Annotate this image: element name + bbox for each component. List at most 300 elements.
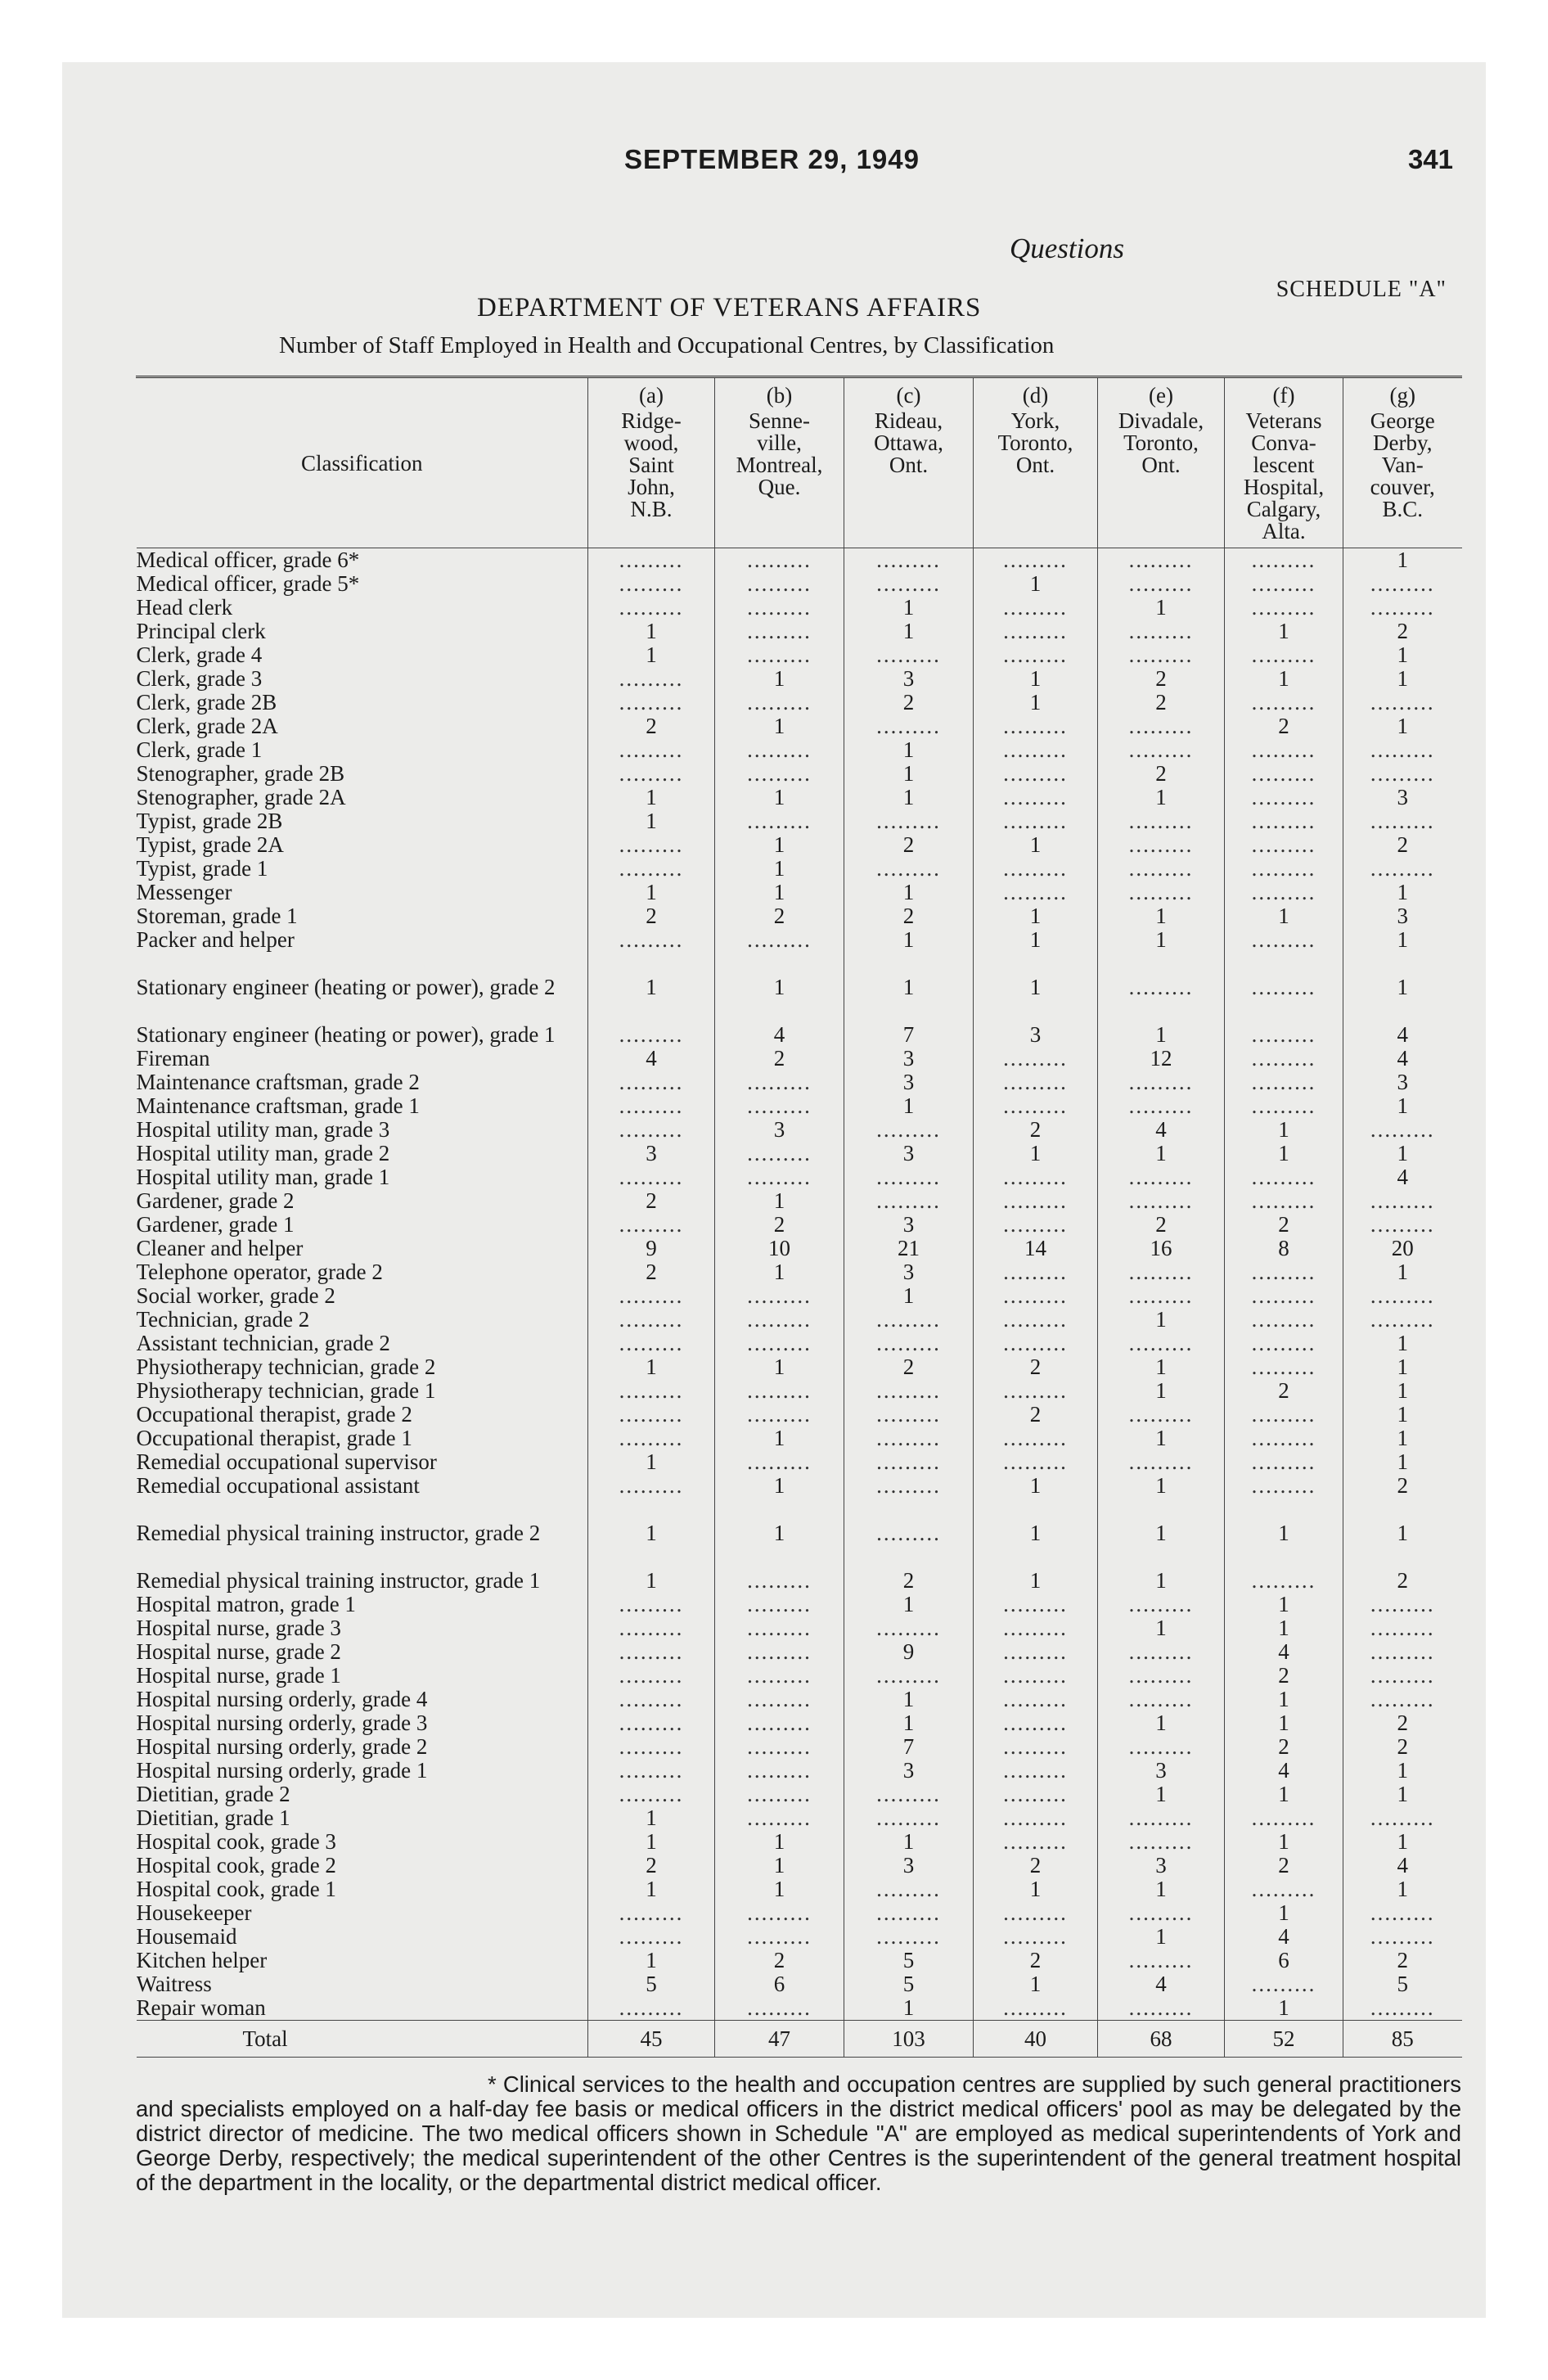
- count-cell: .........: [1343, 1308, 1462, 1332]
- count-cell: 1: [1098, 1925, 1225, 1949]
- classification-label: Hospital nursing orderly, grade 1: [136, 1759, 428, 1783]
- classification-label: Maintenance craftsman, grade 1: [136, 1094, 420, 1118]
- count-cell: 1: [974, 833, 1098, 857]
- classification-cell: [137, 1474, 588, 1498]
- count-cell: 1: [974, 1972, 1098, 1996]
- count-cell: .........: [974, 1189, 1098, 1213]
- count-cell: 1: [1343, 1260, 1462, 1284]
- count-cell: 1: [1098, 1545, 1225, 1593]
- column-header: [844, 378, 974, 548]
- count-cell: .........: [974, 881, 1098, 904]
- count-cell: 1: [974, 952, 1098, 999]
- table-row: [137, 1759, 1462, 1783]
- count-cell: .........: [974, 1213, 1098, 1237]
- count-cell: 9: [844, 1640, 974, 1664]
- count-cell: 1: [974, 667, 1098, 691]
- count-cell: 85: [1343, 2021, 1462, 2058]
- table-row: [137, 1355, 1462, 1379]
- classification-cell: [137, 714, 588, 738]
- count-cell: .........: [844, 1308, 974, 1332]
- count-cell: .........: [1098, 1284, 1225, 1308]
- running-head: [136, 144, 1461, 185]
- count-cell: .........: [844, 1427, 974, 1450]
- count-cell: 9: [588, 1237, 715, 1260]
- count-cell: .........: [844, 1616, 974, 1640]
- table-row: [137, 1474, 1462, 1498]
- count-cell: 1: [844, 1284, 974, 1308]
- count-cell: .........: [715, 1783, 844, 1806]
- count-cell: .........: [1343, 1284, 1462, 1308]
- count-cell: 1: [1098, 1142, 1225, 1165]
- classification-cell: [137, 857, 588, 881]
- classification-label: Telephone operator, grade 2: [136, 1260, 383, 1284]
- count-cell: 1: [1225, 1498, 1343, 1545]
- count-cell: .........: [974, 1783, 1098, 1806]
- count-cell: .........: [588, 1379, 715, 1403]
- count-cell: .........: [974, 548, 1098, 573]
- count-cell: .........: [974, 738, 1098, 762]
- count-cell: .........: [1343, 1616, 1462, 1640]
- count-cell: 1: [974, 1498, 1098, 1545]
- count-cell: .........: [1225, 1284, 1343, 1308]
- count-cell: .........: [588, 1213, 715, 1237]
- table-row: [137, 714, 1462, 738]
- count-cell: .........: [715, 1379, 844, 1403]
- count-cell: .........: [1098, 1664, 1225, 1688]
- count-cell: .........: [1098, 1094, 1225, 1118]
- classification-cell: [137, 1901, 588, 1925]
- count-cell: .........: [1343, 1189, 1462, 1213]
- table-row: [137, 952, 1462, 999]
- count-cell: 1: [715, 833, 844, 857]
- count-cell: 1: [715, 1498, 844, 1545]
- classification-label: Technician, grade 2: [136, 1308, 310, 1332]
- count-cell: .........: [974, 1830, 1098, 1854]
- classification-cell: [137, 548, 588, 573]
- count-cell: .........: [844, 857, 974, 881]
- column-header: [588, 378, 715, 548]
- count-cell: 1: [1343, 1783, 1462, 1806]
- count-cell: .........: [844, 1925, 974, 1949]
- count-cell: 1: [588, 1806, 715, 1830]
- classification-label: Messenger: [136, 881, 232, 904]
- count-cell: .........: [1225, 738, 1343, 762]
- classification-label: Hospital nursing orderly, grade 2: [136, 1735, 428, 1759]
- count-cell: .........: [588, 1427, 715, 1450]
- count-cell: 1: [715, 952, 844, 999]
- count-cell: 1: [588, 643, 715, 667]
- count-cell: .........: [588, 1759, 715, 1783]
- count-cell: .........: [1098, 1450, 1225, 1474]
- count-cell: .........: [844, 1783, 974, 1806]
- count-cell: .........: [1225, 1450, 1343, 1474]
- count-cell: 1: [974, 572, 1098, 596]
- count-cell: 5: [1343, 1972, 1462, 1996]
- document-page: [136, 144, 1461, 2195]
- count-cell: 1: [1225, 1593, 1343, 1616]
- column-header: [974, 378, 1098, 548]
- table-body: [137, 548, 1462, 2058]
- schedule-label: SCHEDULE "A": [1276, 277, 1447, 302]
- count-cell: 2: [715, 1047, 844, 1071]
- count-cell: .........: [974, 643, 1098, 667]
- count-cell: 2: [588, 1260, 715, 1284]
- table-row: [137, 1308, 1462, 1332]
- count-cell: .........: [1098, 620, 1225, 643]
- classification-label: Assistant technician, grade 2: [136, 1332, 390, 1355]
- column-header: [1098, 378, 1225, 548]
- classification-cell: [137, 1237, 588, 1260]
- count-cell: .........: [1225, 1165, 1343, 1189]
- count-cell: 1: [844, 928, 974, 952]
- count-cell: 3: [1098, 1854, 1225, 1877]
- classification-label: Hospital utility man, grade 2: [136, 1142, 390, 1165]
- count-cell: 2: [1343, 620, 1462, 643]
- count-cell: .........: [588, 1783, 715, 1806]
- classification-label: Physiotherapy technician, grade 2: [136, 1355, 436, 1379]
- count-cell: 2: [1098, 667, 1225, 691]
- count-cell: .........: [974, 1450, 1098, 1474]
- table-row: [137, 833, 1462, 857]
- classification-label: Remedial physical training instructor, grade 2: [136, 1521, 541, 1545]
- table-row: [137, 1165, 1462, 1189]
- count-cell: 2: [588, 1189, 715, 1213]
- count-cell: .........: [1225, 762, 1343, 786]
- classification-cell: [137, 809, 588, 833]
- classification-label: Stenographer, grade 2B: [136, 762, 345, 786]
- count-cell: .........: [1343, 1925, 1462, 1949]
- count-cell: .........: [1098, 809, 1225, 833]
- classification-label: Housemaid: [136, 1925, 237, 1949]
- count-cell: 1: [588, 952, 715, 999]
- count-cell: .........: [974, 1664, 1098, 1688]
- count-cell: 2: [844, 904, 974, 928]
- count-cell: .........: [1098, 738, 1225, 762]
- classification-cell: [137, 1189, 588, 1213]
- footnote: * Clinical services to the health and occupation centres are supplied by such general practitioners and specialists employed on a half-day fee basis or medical officers in the district medical officers' pool as may be delegated by the district director of medicine. The two medical officers shown in Schedule "A" are employed as medical superintendents of York and George Derby, respectively; the medical superintendent of the other Centres is the superintendent of the general treatment hospital of the department in the locality, or the departmental district medical officer.: [136, 2071, 1461, 2195]
- count-cell: 1: [715, 1427, 844, 1450]
- count-cell: .........: [588, 1118, 715, 1142]
- classification-label: Gardener, grade 2: [136, 1189, 295, 1213]
- count-cell: 2: [974, 1854, 1098, 1877]
- count-cell: 1: [1225, 904, 1343, 928]
- table-row: [137, 1664, 1462, 1688]
- count-cell: .........: [1343, 738, 1462, 762]
- count-cell: .........: [974, 1094, 1098, 1118]
- count-cell: 1: [1225, 1142, 1343, 1165]
- count-cell: 1: [974, 691, 1098, 714]
- count-cell: 3: [1098, 1759, 1225, 1783]
- count-cell: 2: [844, 1355, 974, 1379]
- count-cell: 1: [588, 620, 715, 643]
- table-row: [137, 1545, 1462, 1593]
- count-cell: .........: [1098, 1165, 1225, 1189]
- count-cell: 1: [974, 1142, 1098, 1165]
- count-cell: .........: [1225, 1877, 1343, 1901]
- count-cell: 1: [588, 809, 715, 833]
- count-cell: 3: [1343, 904, 1462, 928]
- classification-cell: [137, 1877, 588, 1901]
- count-cell: 1: [1343, 952, 1462, 999]
- classification-cell: [137, 1213, 588, 1237]
- count-cell: 2: [1225, 1379, 1343, 1403]
- count-cell: 2: [1225, 1735, 1343, 1759]
- classification-label: Maintenance craftsman, grade 2: [136, 1071, 420, 1094]
- classification-label: Hospital cook, grade 2: [136, 1854, 336, 1877]
- classification-label: Housekeeper: [136, 1901, 252, 1925]
- classification-label: Remedial physical training instructor, grade 1: [136, 1568, 541, 1593]
- count-cell: 4: [1225, 1640, 1343, 1664]
- count-cell: .........: [1225, 1427, 1343, 1450]
- section-label: Questions: [1010, 232, 1124, 264]
- count-cell: .........: [715, 1332, 844, 1355]
- count-cell: .........: [1225, 999, 1343, 1047]
- table-row: [137, 548, 1462, 573]
- table-row: [137, 1237, 1462, 1260]
- count-cell: .........: [1098, 1071, 1225, 1094]
- classification-cell: [137, 1403, 588, 1427]
- classification-label: Hospital nurse, grade 3: [136, 1616, 341, 1640]
- table-row: [137, 762, 1462, 786]
- table-row: [137, 1972, 1462, 1996]
- classification-cell: [137, 1854, 588, 1877]
- count-cell: .........: [1225, 1332, 1343, 1355]
- classification-label: Occupational therapist, grade 2: [136, 1403, 412, 1427]
- count-cell: .........: [715, 1071, 844, 1094]
- table-row: [137, 691, 1462, 714]
- classification-cell: [137, 1593, 588, 1616]
- classification-label: Clerk, grade 1: [136, 738, 263, 762]
- count-cell: .........: [715, 1688, 844, 1711]
- count-cell: .........: [715, 762, 844, 786]
- count-cell: 16: [1098, 1237, 1225, 1260]
- classification-cell: [137, 1284, 588, 1308]
- count-cell: .........: [1225, 952, 1343, 999]
- count-cell: .........: [715, 1403, 844, 1427]
- classification-label: Clerk, grade 2A: [136, 714, 278, 738]
- count-cell: .........: [1098, 1901, 1225, 1925]
- classification-label: Remedial occupational assistant: [136, 1474, 420, 1498]
- count-cell: .........: [588, 928, 715, 952]
- count-cell: .........: [715, 1806, 844, 1830]
- count-cell: .........: [974, 1925, 1098, 1949]
- count-cell: .........: [1343, 762, 1462, 786]
- classification-cell: [137, 1071, 588, 1094]
- count-cell: .........: [1098, 881, 1225, 904]
- count-cell: 1: [588, 1355, 715, 1379]
- count-cell: .........: [588, 1688, 715, 1711]
- count-cell: .........: [844, 1877, 974, 1901]
- count-cell: 2: [715, 904, 844, 928]
- count-cell: .........: [715, 1711, 844, 1735]
- count-cell: .........: [588, 1711, 715, 1735]
- count-cell: 6: [715, 1972, 844, 1996]
- count-cell: 1: [844, 1830, 974, 1854]
- table-row: [137, 904, 1462, 928]
- count-cell: 3: [844, 1260, 974, 1284]
- count-cell: .........: [1225, 1403, 1343, 1427]
- count-cell: .........: [1098, 1593, 1225, 1616]
- count-cell: 3: [844, 1071, 974, 1094]
- count-cell: 4: [1343, 1165, 1462, 1189]
- table-row: [137, 1593, 1462, 1616]
- count-cell: 1: [715, 1260, 844, 1284]
- table-row: [137, 1925, 1462, 1949]
- table-row: [137, 1616, 1462, 1640]
- count-cell: .........: [1225, 809, 1343, 833]
- classification-cell: [137, 1498, 588, 1545]
- count-cell: .........: [588, 999, 715, 1047]
- count-cell: 4: [715, 999, 844, 1047]
- count-cell: .........: [588, 572, 715, 596]
- classification-cell: [137, 1711, 588, 1735]
- count-cell: 1: [1098, 1474, 1225, 1498]
- count-cell: 1: [1343, 1332, 1462, 1355]
- count-cell: .........: [974, 1165, 1098, 1189]
- classification-cell: [137, 1332, 588, 1355]
- count-cell: 1: [844, 620, 974, 643]
- page-number: 341: [1407, 144, 1453, 174]
- count-cell: .........: [1225, 1094, 1343, 1118]
- classification-label: Hospital nurse, grade 1: [136, 1664, 341, 1688]
- count-cell: .........: [588, 1308, 715, 1332]
- classification-cell: [137, 1972, 588, 1996]
- count-cell: .........: [588, 1403, 715, 1427]
- count-cell: .........: [1098, 952, 1225, 999]
- count-cell: .........: [588, 1925, 715, 1949]
- count-cell: 4: [1343, 1047, 1462, 1071]
- count-cell: 1: [1098, 1498, 1225, 1545]
- count-cell: 1: [588, 786, 715, 809]
- table-row: [137, 1189, 1462, 1213]
- classification-cell: [137, 691, 588, 714]
- count-cell: .........: [1343, 1996, 1462, 2021]
- table-row: [137, 1332, 1462, 1355]
- count-cell: 1: [588, 1949, 715, 1972]
- count-cell: .........: [588, 738, 715, 762]
- count-cell: 1: [1343, 1427, 1462, 1450]
- count-cell: .........: [974, 762, 1098, 786]
- count-cell: .........: [715, 1308, 844, 1332]
- count-cell: 1: [1343, 1142, 1462, 1165]
- count-cell: 2: [1225, 1664, 1343, 1688]
- count-cell: 1: [974, 1877, 1098, 1901]
- count-cell: 7: [844, 1735, 974, 1759]
- count-cell: .........: [1098, 857, 1225, 881]
- count-cell: .........: [1098, 1830, 1225, 1854]
- count-cell: 1: [1098, 928, 1225, 952]
- classification-cell: [137, 952, 588, 999]
- classification-label: Typist, grade 2B: [136, 809, 283, 833]
- count-cell: 2: [1343, 1711, 1462, 1735]
- classification-cell: [137, 833, 588, 857]
- count-cell: .........: [1098, 833, 1225, 857]
- classification-label: Hospital matron, grade 1: [136, 1593, 356, 1616]
- count-cell: 2: [715, 1213, 844, 1237]
- column-name: George Derby, Van- couver, B.C.: [1370, 408, 1435, 521]
- count-cell: .........: [715, 1165, 844, 1189]
- column-header: [1343, 378, 1462, 548]
- classification-cell: [137, 1355, 588, 1379]
- count-cell: 1: [715, 1854, 844, 1877]
- count-cell: .........: [588, 667, 715, 691]
- count-cell: 2: [715, 1949, 844, 1972]
- classification-cell: [137, 1783, 588, 1806]
- count-cell: 1: [1225, 1901, 1343, 1925]
- count-cell: .........: [1225, 833, 1343, 857]
- count-cell: 20: [1343, 1237, 1462, 1260]
- classification-cell: [137, 1545, 588, 1593]
- count-cell: .........: [844, 1498, 974, 1545]
- count-cell: 1: [715, 1830, 844, 1854]
- count-cell: 4: [1343, 1854, 1462, 1877]
- classification-cell: [137, 762, 588, 786]
- column-letter: (d): [1022, 383, 1049, 408]
- table-row: [137, 1830, 1462, 1854]
- count-cell: .........: [715, 1450, 844, 1474]
- count-cell: 1: [844, 762, 974, 786]
- count-cell: 2: [844, 1545, 974, 1593]
- classification-label: Medical officer, grade 6*: [136, 548, 360, 572]
- count-cell: .........: [715, 928, 844, 952]
- count-cell: .........: [1343, 1806, 1462, 1830]
- count-cell: .........: [1098, 1949, 1225, 1972]
- classification-label: Stenographer, grade 2A: [136, 786, 346, 809]
- count-cell: .........: [1225, 643, 1343, 667]
- count-cell: 1: [1225, 1118, 1343, 1142]
- table-row: [137, 1047, 1462, 1071]
- count-cell: .........: [1098, 1996, 1225, 2021]
- count-cell: .........: [1343, 809, 1462, 833]
- count-cell: .........: [844, 1403, 974, 1427]
- count-cell: 1: [1098, 1379, 1225, 1403]
- count-cell: .........: [1225, 1355, 1343, 1379]
- count-cell: 1: [844, 881, 974, 904]
- classification-label: Remedial occupational supervisor: [136, 1450, 437, 1474]
- classification-label: Hospital nursing orderly, grade 4: [136, 1688, 428, 1711]
- count-cell: .........: [588, 1593, 715, 1616]
- count-cell: 2: [1343, 1545, 1462, 1593]
- count-cell: .........: [1098, 1189, 1225, 1213]
- count-cell: .........: [974, 1640, 1098, 1664]
- count-cell: .........: [1343, 572, 1462, 596]
- count-cell: .........: [1225, 548, 1343, 573]
- classification-cell: [137, 1735, 588, 1759]
- table-row: [137, 596, 1462, 620]
- column-name: York, Toronto, Ont.: [997, 408, 1073, 477]
- count-cell: .........: [974, 596, 1098, 620]
- count-cell: .........: [1225, 928, 1343, 952]
- table-row: [137, 1450, 1462, 1474]
- count-cell: 1: [1343, 1355, 1462, 1379]
- count-cell: 1: [1343, 643, 1462, 667]
- count-cell: .........: [974, 1759, 1098, 1783]
- count-cell: 2: [588, 714, 715, 738]
- classification-cell: [137, 881, 588, 904]
- classification-label: Packer and helper: [136, 928, 295, 952]
- classification-label: Repair woman: [136, 1996, 266, 2020]
- count-cell: 1: [588, 1498, 715, 1545]
- count-cell: 1: [1343, 548, 1462, 573]
- count-cell: 6: [1225, 1949, 1343, 1972]
- table-row: [137, 1688, 1462, 1711]
- classification-label: Cleaner and helper: [136, 1237, 304, 1260]
- table-row: [137, 1735, 1462, 1759]
- count-cell: 1: [1098, 999, 1225, 1047]
- classification-cell: [137, 1759, 588, 1783]
- count-cell: 1: [974, 1474, 1098, 1498]
- column-letter: (c): [896, 383, 921, 408]
